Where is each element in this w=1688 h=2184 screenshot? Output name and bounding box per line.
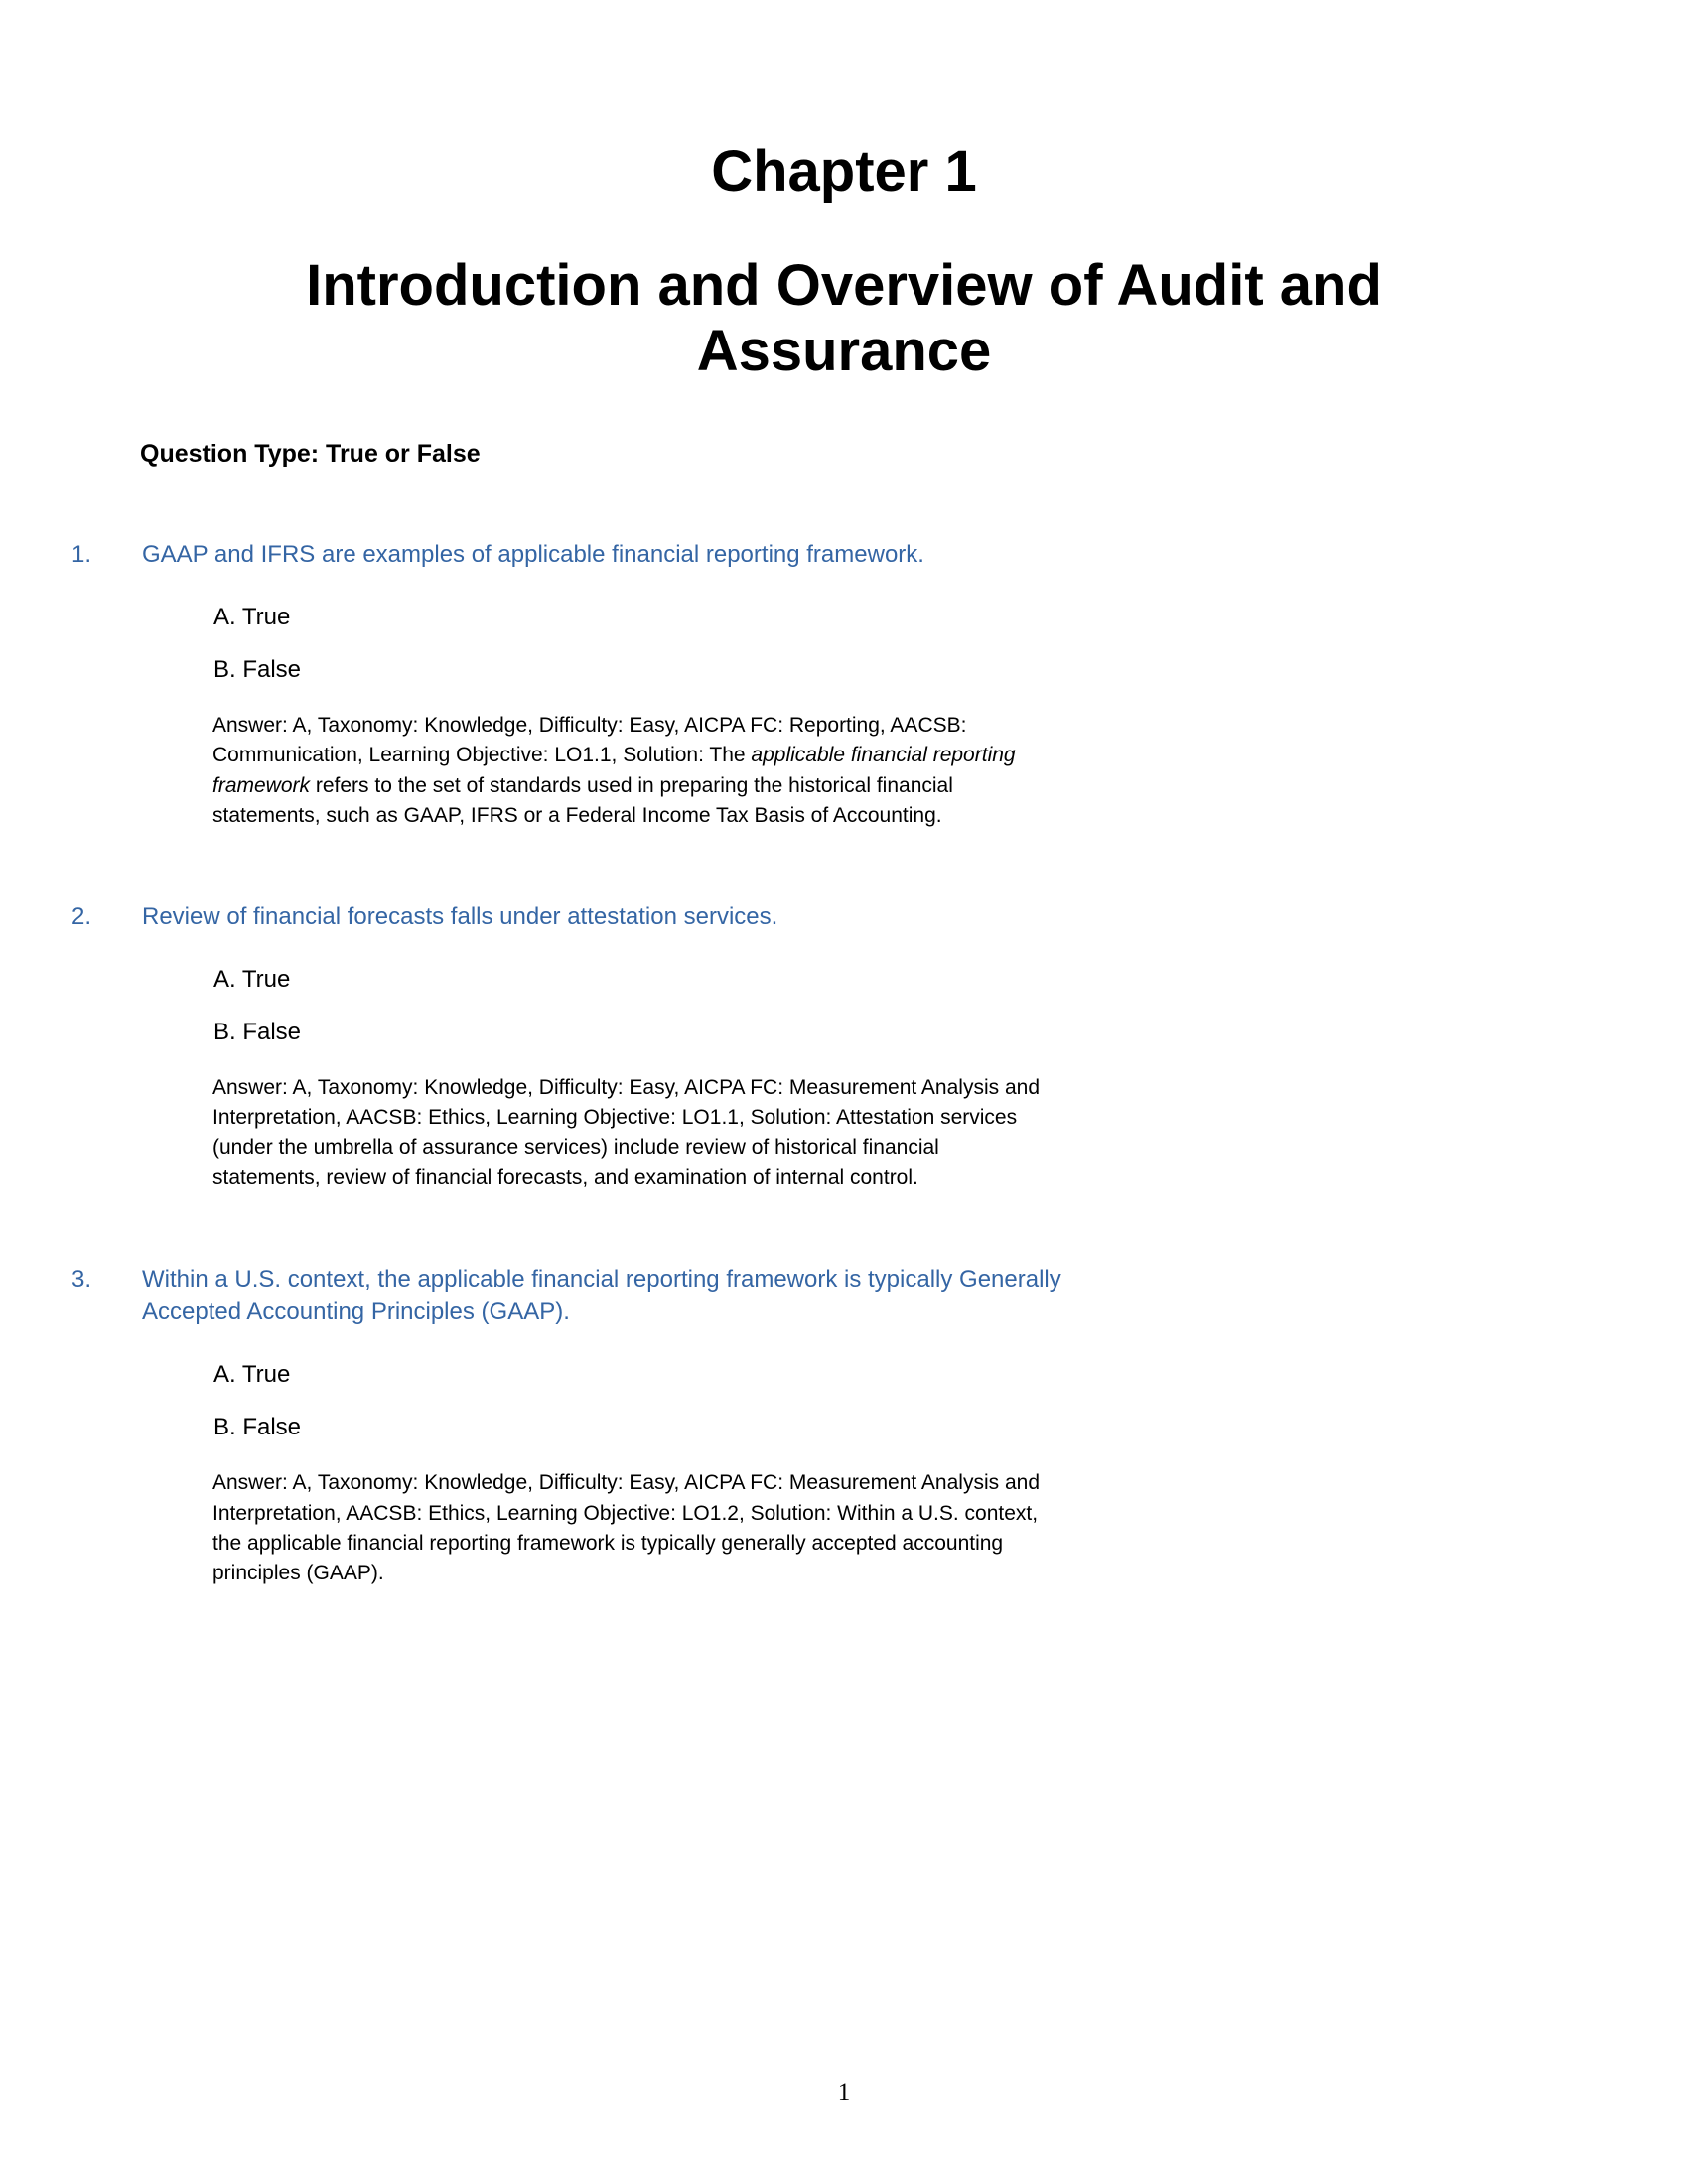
answer-segment-italic: applicable financial reporting framework	[212, 744, 1016, 797]
questions-list	[0, 538, 1688, 1588]
options-list	[213, 964, 1688, 1047]
question-number: 3.	[71, 1265, 92, 1293]
title-block	[0, 139, 1688, 385]
question-row	[71, 1263, 1688, 1329]
options-list	[213, 1359, 1688, 1442]
answer-text	[212, 1073, 1052, 1193]
question-block	[0, 538, 1688, 831]
question-block	[0, 900, 1688, 1193]
document-title: Introduction and Overview of Audit and Assurance	[306, 252, 1382, 384]
answer-segment: Answer: A, Taxonomy: Knowledge, Difficulty: Easy, AICPA FC: Measurement Analysis and Interpretation, AACSB: Ethics, Learning Objective: LO1.2, Solution: Within a U.S. context, the applicable financial reporting framework is typically generally accepted accounting principles (GAAP).	[212, 1471, 1040, 1585]
answer-text	[212, 711, 1052, 831]
answer-segment: Answer: A, Taxonomy: Knowledge, Difficulty: Easy, AICPA FC: Measurement Analysis and Interpretation, AACSB: Ethics, Learning Objective: LO1.1, Solution: Attestation services (under the umbrella of assurance services) include review of historical financial statements, review of financial forecasts, and examination of internal control.	[212, 1075, 1040, 1189]
option-true: A. True	[213, 1361, 291, 1389]
question-number: 1.	[71, 541, 92, 569]
answer-segment: refers to the set of standards used in preparing the historical financial statements, such as GAAP, IFRS or a Federal Income Tax Basis of Accounting.	[212, 773, 953, 827]
option-false: B. False	[213, 655, 302, 683]
option-false: B. False	[213, 1414, 302, 1441]
chapter-title: Chapter 1	[711, 139, 977, 204]
options-list	[213, 602, 1688, 685]
option-true: A. True	[213, 603, 291, 630]
answer-text	[212, 1468, 1052, 1588]
question-row	[71, 900, 1688, 934]
question-number: 2.	[71, 902, 92, 930]
page-number: 1	[837, 2079, 851, 2106]
question-text: GAAP and IFRS are examples of applicable financial reporting framework.	[142, 541, 924, 569]
answer-segment: Answer: A, Taxonomy: Knowledge, Difficulty: Easy, AICPA FC: Reporting, AACSB: Communication, Learning Objective: LO1.1, Solution: The	[212, 714, 967, 767]
option-false: B. False	[213, 1018, 302, 1045]
question-text: Review of financial forecasts falls under attestation services.	[142, 902, 778, 930]
question-block	[0, 1263, 1688, 1589]
question-row	[71, 538, 1688, 572]
question-text: Within a U.S. context, the applicable financial reporting framework is typically Generally Accepted Accounting Principles (GAAP).	[142, 1265, 1061, 1326]
question-type-label: Question Type: True or False	[140, 440, 481, 469]
option-true: A. True	[213, 965, 291, 993]
